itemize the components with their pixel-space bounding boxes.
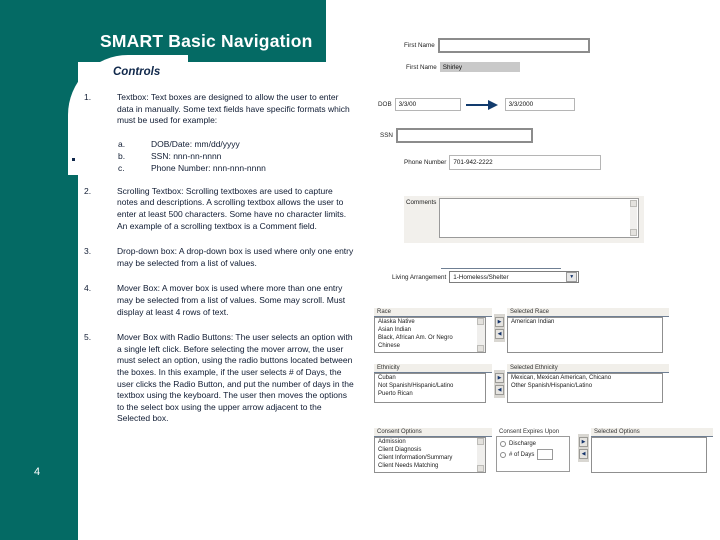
scroll-down-arrow-icon[interactable] — [477, 345, 484, 352]
list-subitem-number: c. — [118, 162, 125, 173]
list-item[interactable]: Black, African Am. Or Negro — [378, 335, 453, 341]
move-right-arrow-icon[interactable]: ▶ — [495, 317, 504, 327]
list-item-text: Drop-down box: A drop-down box is used where only one entry may be selected from a list of values. — [117, 246, 354, 268]
list-item[interactable]: American Indian — [511, 319, 555, 325]
list-item — [84, 332, 354, 425]
list-item[interactable]: Mexican, Mexican American, Chicano — [511, 375, 612, 381]
list-subitem-text: DOB/Date: mm/dd/yyyy — [151, 138, 240, 149]
decorative-bullet-dot — [72, 158, 75, 161]
move-right-arrow-icon[interactable]: ▶ — [495, 373, 504, 383]
example-first-name-empty — [404, 38, 590, 53]
radio-option-discharge[interactable] — [500, 441, 566, 447]
list-item[interactable]: Admission — [378, 439, 406, 445]
radio-option-days[interactable] — [500, 449, 566, 460]
comments-field-wrapper — [404, 196, 644, 243]
ethnicity-target-list[interactable] — [507, 373, 663, 403]
consent-source-column — [374, 428, 492, 473]
slide-left-accent-bar — [0, 0, 78, 540]
list-item[interactable]: Client Information/Summary — [378, 455, 453, 461]
list-item — [84, 283, 354, 318]
page-number: 4 — [34, 466, 41, 478]
list-subitem-text: SSN: nnn-nn-nnnn — [151, 150, 222, 161]
list-item-number: 3. — [84, 246, 92, 257]
list-item[interactable]: Alaska Native — [378, 319, 415, 325]
move-left-arrow-icon[interactable]: ◀ — [495, 329, 504, 339]
list-subitem-number: a. — [118, 138, 126, 149]
list-item-text: Scrolling Textbox: Scrolling textboxes are used to capture notes and descriptions. A scrolling textbox allows the user to enter at least 500 characters. Some have no character limits. An example of a scrolling textbox is a Comment field. — [117, 185, 347, 231]
move-left-arrow-icon[interactable]: ◀ — [495, 385, 504, 395]
controls-list — [84, 92, 354, 436]
ethnicity-source-column — [374, 364, 492, 403]
example-ssn — [380, 128, 533, 143]
ethnicity-source-list[interactable] — [374, 373, 486, 403]
scroll-down-arrow-icon[interactable] — [477, 465, 484, 472]
list-subitem — [118, 150, 354, 162]
page-title: SMART Basic Navigation — [100, 31, 313, 51]
list-item-number: 5. — [84, 332, 92, 343]
ethnicity-source-label: Ethnicity — [374, 364, 492, 373]
living-arrangement-selected-value: 1-Homeless/Shelter — [453, 273, 509, 281]
move-right-arrow-icon[interactable]: ▶ — [579, 437, 588, 447]
list-item[interactable]: Chinese — [378, 343, 401, 349]
consent-radio-group[interactable] — [496, 436, 570, 472]
dropdown-divider — [441, 268, 561, 269]
number-of-days-input[interactable] — [537, 449, 553, 460]
example-screenshots-panel — [366, 0, 720, 540]
list-item[interactable]: Asian Indian — [378, 327, 412, 333]
consent-target-label: Selected Options — [591, 428, 713, 437]
ssn-input[interactable] — [396, 128, 533, 143]
example-first-name-readonly — [406, 62, 520, 72]
ssn-label: SSN — [380, 132, 393, 139]
race-source-label: Race — [374, 308, 492, 317]
example-dob-format — [378, 98, 575, 111]
scroll-up-arrow-icon[interactable] — [477, 318, 484, 325]
first-name-readonly-value: Shirley — [440, 62, 520, 72]
race-mover-buttons — [494, 314, 505, 342]
dob-label: DOB — [378, 101, 392, 108]
first-name-input[interactable] — [438, 38, 590, 53]
living-arrangement-row — [392, 271, 579, 283]
move-left-arrow-icon[interactable]: ◀ — [579, 449, 588, 459]
list-item[interactable]: Puerto Rican — [378, 391, 413, 397]
list-item — [84, 186, 354, 232]
comments-textarea[interactable] — [439, 198, 639, 238]
list-item[interactable]: Not Spanish/Hispanic/Latino — [378, 383, 454, 389]
list-item[interactable]: Cuban — [378, 375, 396, 381]
ethnicity-target-column — [507, 364, 669, 403]
example-mover-box-race — [374, 308, 669, 353]
comments-scrollbar[interactable] — [630, 200, 637, 236]
consent-source-list[interactable] — [374, 437, 486, 473]
consent-target-column — [591, 428, 713, 473]
list-sublist — [118, 138, 354, 174]
radio-button-icon[interactable] — [500, 441, 506, 447]
list-item-number: 1. — [84, 92, 92, 102]
scroll-down-arrow-icon[interactable] — [630, 229, 637, 236]
consent-mover-buttons — [578, 434, 589, 462]
consent-radio-column — [496, 428, 576, 472]
list-subitem — [118, 162, 354, 174]
section-heading: Controls — [113, 66, 161, 78]
transform-arrow-icon — [466, 100, 500, 110]
list-item-number: 2. — [84, 185, 92, 196]
scroll-up-arrow-icon[interactable] — [630, 200, 637, 207]
example-mover-box-ethnicity — [374, 364, 669, 403]
list-item[interactable]: Client Diagnosis — [378, 447, 422, 453]
living-arrangement-label: Living Arrangement — [392, 273, 447, 281]
chevron-down-icon[interactable]: ▼ — [566, 272, 577, 282]
list-item[interactable]: Other Spanish/Hispanic/Latino — [511, 383, 593, 389]
radio-label: Discharge — [509, 441, 537, 447]
list-subitem-text: Phone Number: nnn-nnn-nnnn — [151, 162, 266, 173]
list-item-number: 4. — [84, 283, 92, 294]
consent-expires-label: Consent Expires Upon — [499, 429, 560, 435]
list-item — [84, 246, 354, 269]
radio-button-icon[interactable] — [500, 452, 506, 458]
example-mover-box-with-radios — [374, 428, 713, 473]
list-subitem — [118, 138, 354, 150]
first-name-readonly-label: First Name — [406, 63, 437, 71]
phone-number-label: Phone Number — [404, 159, 447, 166]
phone-number-input[interactable]: 701-942-2222 — [449, 155, 601, 170]
consent-source-label: Consent Options — [374, 428, 492, 437]
race-target-list[interactable] — [507, 317, 663, 353]
consent-target-list[interactable] — [591, 437, 707, 473]
list-item — [84, 92, 354, 127]
consent-list-scrollbar[interactable] — [477, 438, 485, 472]
list-item-text: Mover Box: A mover box is used where more than one entry may be selected from a list of values. Some may scroll. Must display at least 4 rows of text. — [117, 283, 346, 317]
first-name-label: First Name — [404, 42, 435, 49]
scroll-up-arrow-icon[interactable] — [477, 438, 484, 445]
radio-label: # of Days — [509, 451, 535, 458]
list-item[interactable]: Client Needs Matching — [378, 463, 439, 469]
living-arrangement-select[interactable] — [449, 271, 579, 283]
example-dropdown — [392, 268, 579, 283]
race-target-column — [507, 308, 669, 353]
list-subitem-number: b. — [118, 150, 126, 161]
dob-input-entered[interactable]: 3/3/00 — [395, 98, 461, 111]
comments-label: Comments — [406, 199, 437, 206]
list-item-text: Textbox: Text boxes are designed to allow the user to enter data in manually. Some text fields have specific formats which must be used for example: — [117, 92, 350, 126]
list-item-text: Mover Box with Radio Buttons: The user selects an option with a single left click. Before selecting the mover arrow, the user must select an option, using the radio buttons located between the boxes. In this example, if the user selects # of Days, the user clicks the Radio Button, and put the number of days in the textbox using the keyboard. The user then moves the options to the select box using the upper arrow adjacent to the Selected box. — [117, 332, 354, 424]
ethnicity-mover-buttons — [494, 370, 505, 398]
dob-input-formatted[interactable]: 3/3/2000 — [505, 98, 575, 111]
ethnicity-target-label: Selected Ethnicity — [507, 364, 669, 373]
race-source-list[interactable] — [374, 317, 486, 353]
example-scrolling-textbox — [404, 196, 644, 243]
race-source-column — [374, 308, 492, 353]
race-list-scrollbar[interactable] — [477, 318, 485, 352]
race-target-label: Selected Race — [507, 308, 669, 317]
example-phone — [404, 155, 601, 170]
